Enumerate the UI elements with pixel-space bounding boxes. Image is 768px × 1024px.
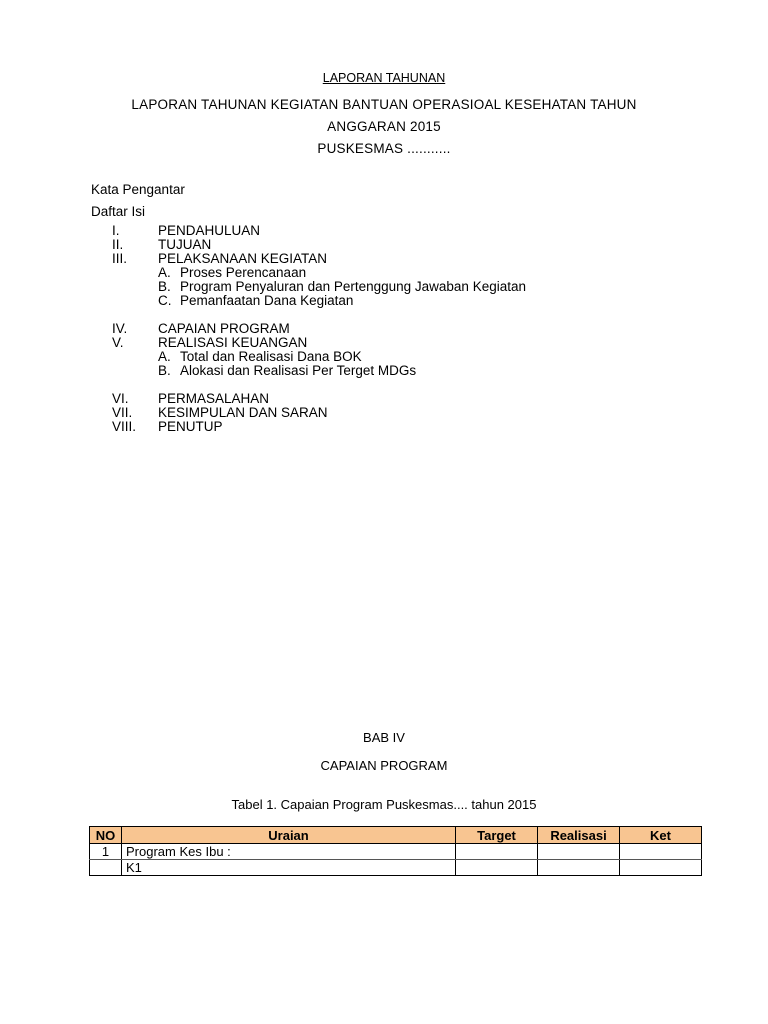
toc-item-label: REALISASI KEUANGAN [158,335,308,350]
table-header-cell: Realisasi [538,827,620,844]
table-cell: Program Kes Ibu : [122,844,456,860]
toc-subitem-label: Program Penyaluran dan Pertenggung Jawaban Kegiatan [180,279,526,294]
table-header-row [90,827,702,844]
daftar-isi: Daftar Isi [91,204,146,219]
toc-item-number: V. [112,335,124,350]
table-row [90,860,702,876]
table-cell [538,844,620,860]
table-header-cell: Uraian [122,827,456,844]
toc-item-number: II. [112,237,124,252]
table-header-cell: Target [456,827,538,844]
toc-item-number: I. [112,223,120,238]
table-cell [538,860,620,876]
kata-pengantar: Kata Pengantar [91,182,185,197]
toc-item-number: IV. [112,321,128,336]
toc-item-number: VI. [112,391,129,406]
table-row [90,844,702,860]
toc-item-label: CAPAIAN PROGRAM [158,321,290,336]
table-cell [456,860,538,876]
table-cell [620,844,702,860]
toc-subitem-label: Proses Perencanaan [180,265,307,280]
toc-subitem-label: Alokasi dan Realisasi Per Terget MDGs [180,363,417,378]
toc-subitem-letter: A. [158,265,171,280]
table-cell [90,860,122,876]
toc-item-label: PENDAHULUAN [158,223,261,238]
table-cell [620,860,702,876]
table-cell: 1 [90,844,122,860]
capaian-program-table [89,826,702,876]
report-top-title: LAPORAN TAHUNAN [322,71,446,85]
toc-subitem-label: Total dan Realisasi Dana BOK [180,349,362,364]
toc-subitem-letter: C. [158,293,172,308]
toc-item-label: KESIMPULAN DAN SARAN [158,405,328,420]
table-header-cell: NO [90,827,122,844]
chapter-number: BAB IV [363,730,405,745]
chapter-title: CAPAIAN PROGRAM [320,758,448,773]
toc-subitem-label: Pemanfaatan Dana Kegiatan [180,293,354,308]
table-cell [456,844,538,860]
toc-item-number: VIII. [112,419,137,434]
report-title-line-2: ANGGARAN 2015 [327,119,441,134]
toc-item-label: TUJUAN [158,237,212,252]
toc-subitem-letter: B. [158,363,171,378]
toc-item-label: PELAKSANAAN KEGIATAN [158,251,328,266]
toc-item-label: PERMASALAHAN [158,391,270,406]
report-title-line-1: LAPORAN TAHUNAN KEGIATAN BANTUAN OPERASIOAL KESEHATAN TAHUN [131,97,637,112]
toc-subitem-letter: B. [158,279,171,294]
table-header-cell: Ket [620,827,702,844]
toc-subitem-letter: A. [158,349,171,364]
table-caption: Tabel 1. Capaian Program Puskesmas.... tahun 2015 [231,797,537,812]
toc-item-number: III. [112,251,128,266]
toc-item-label: PENUTUP [158,419,223,434]
toc-item-number: VII. [112,405,133,420]
report-title-line-3: PUSKESMAS ........... [317,141,451,156]
table-cell: K1 [122,860,456,876]
